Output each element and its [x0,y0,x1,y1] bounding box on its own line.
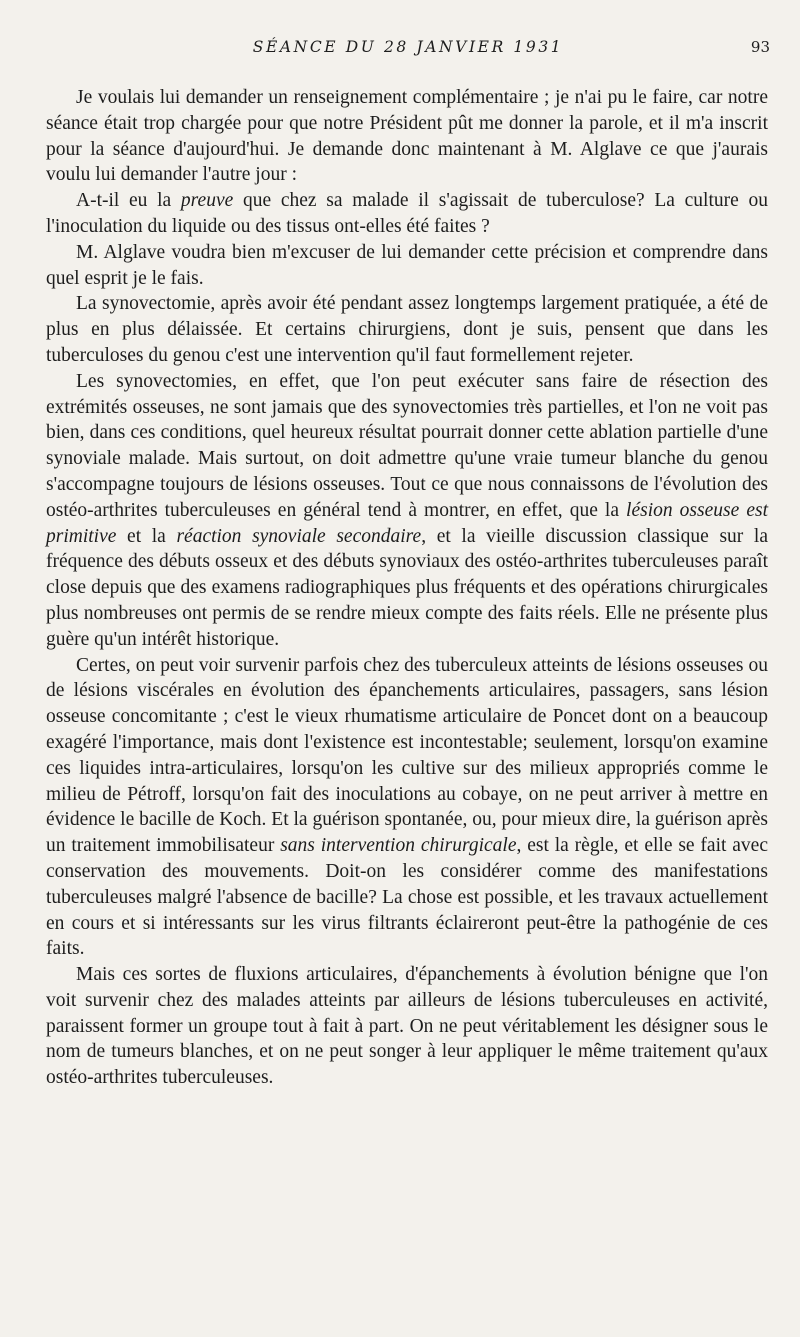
italic-preuve: preuve [180,190,234,212]
paragraph-5-text-b: et la [116,525,177,547]
running-header [46,38,770,62]
paragraph-5-text-a: Les synovectomies, en effet, que l'on peut exécuter sans faire de résection des extrémités osseuses, ne sont jamais que des synovectomies très partielles, et l'on ne voit pas bien, dans ces conditions, quel heureux résultat pourrait donner cette ablation partielle d'une synoviale malade. Mais surtout, on doit admettre qu'une vraie tumeur blanche du genou s'accompagne toujours de lésions osseuses. Tout ce que nous connaissons de l'évolution des ostéo-arthrites tuberculeuses en général tend à montrer, en effet, que la [46,370,768,521]
paragraph-7: Mais ces sortes de fluxions articulaires, d'épanchements à évolution bénigne que l'on voit survenir chez des malades atteints par ailleurs de lésions tuberculeuses en activité, paraissent former un groupe tout à fait à part. On ne peut véritablement les désigner sous le nom de tumeurs blanches, et on ne peut songer à leur appliquer le même traitement qu'aux ostéo-arthrites tuberculeuses. [46,964,768,1089]
paragraph-2 [46,188,768,240]
paragraph-2-text-b: que chez sa malade il s'agissait de tuberculose? La culture ou l'inoculation du liquide ou des tissus ont-elles été faites ? [46,190,768,237]
paragraph-5 [46,369,768,653]
paragraph-6-text-b: , est la règle, et elle se fait avec conservation des mouvements. Doit-on les considérer comme des manifestations tuberculeuses malgré l'absence de bacille? La chose est possible, et les travaux actuellement en cours et si intéressants sur les virus filtrants éclaireront peut-être la pathogénie de ces faits. [46,835,768,960]
paragraph-6 [46,653,768,963]
body-text [46,85,768,1091]
paragraph-4: La synovectomie, après avoir été pendant assez longtemps largement pratiquée, a été de plus en plus délaissée. Et certains chirurgiens, dont je suis, pensent que dans les tuberculoses du genou c'est une intervention qu'il faut formellement rejeter. [46,293,768,366]
paragraph-3: M. Alglave voudra bien m'excuser de lui demander cette précision et comprendre dans quel esprit je le fais. [46,241,768,289]
running-title: SÉANCE DU 28 JANVIER 1931 [252,38,564,56]
paragraph-5-text-c: , et la vieille discussion classique sur la fréquence des débuts osseux et des débuts synoviaux des ostéo-arthrites tuberculeuses paraît close depuis que des examens radiographiques plus fréquents et des opérations chirurgicales plus nombreuses ont permis de se rendre mieux compte des faits réels. Elle ne présente plus guère qu'un intérêt historique. [46,525,768,650]
paragraph-6-text-a: Certes, on peut voir survenir parfois chez des tuberculeux atteints de lésions osseuses ou de lésions viscérales en évolution des épanchements articulaires, passagers, sans lésion osseuse concomitante ; c'est le vieux rhumatisme articulaire de Poncet dont on a beaucoup exagéré l'importance, mais dont l'existence est incontestable; seulement, lorsqu'on examine ces liquides intra-articulaires, lorsqu'on les cultive sur des milieux appropriés comme le milieu de Pétroff, lorsqu'on fait des inoculations au cobaye, on ne peut arriver à mettre en évidence le bacille de Koch. Et la guérison spontanée, ou, pour mieux dire, la guérison après un traitement immobilisateur [46,654,768,857]
page-number: 93 [750,38,770,56]
paragraph-1: Je voulais lui demander un renseignement complémentaire ; je n'ai pu le faire, car notre séance était trop chargée pour que notre Président pût me donner la parole, et il m'a inscrit pour la séance d'aujourd'hui. Je demande donc maintenant à M. Alglave ce que j'aurais voulu lui demander l'autre jour : [46,87,768,186]
italic-sans-intervention: sans intervention chirurgicale [280,835,517,857]
italic-lesion-osseuse: lésion osseuse est primitive [46,499,768,547]
paragraph-2-text-a: A-t-il eu la [76,190,181,212]
italic-reaction-synoviale: réaction synoviale secondaire [176,525,422,547]
